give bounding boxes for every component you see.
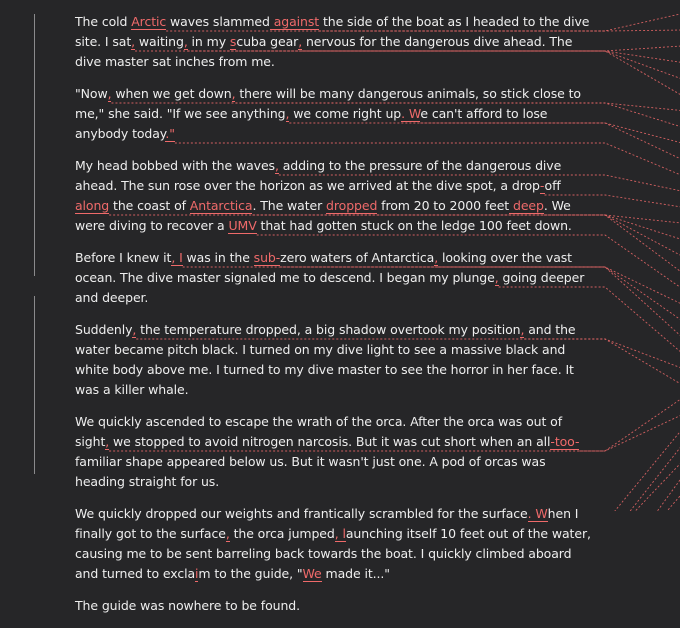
text-run: . The water [252, 198, 327, 213]
edit-mark[interactable]: , [105, 434, 110, 449]
edit-mark[interactable]: , [231, 86, 236, 101]
text-run: looking over the vast ocean. The dive master signaled me to descend. I began my plunge [75, 250, 576, 285]
text-run: e can't afford to lose anybody today [75, 106, 552, 141]
edit-mark[interactable]: . W [401, 106, 421, 121]
edit-mark[interactable]: , [107, 86, 112, 101]
document-body [75, 12, 597, 628]
edit-mark[interactable]: We [302, 566, 322, 581]
edit-mark[interactable]: , [225, 526, 230, 541]
edit-mark[interactable]: Arctic [131, 14, 167, 29]
text-run: we come right up [289, 106, 402, 121]
edit-mark[interactable]: UMV [228, 218, 257, 233]
edit-mark[interactable]: dropped [326, 198, 378, 213]
edit-mark[interactable]: , [285, 106, 290, 121]
text-run: waves slammed [166, 14, 270, 29]
edit-mark[interactable]: s [229, 34, 237, 49]
text-run: Suddenly [75, 322, 133, 337]
text-run: when we get down [111, 86, 232, 101]
edit-mark[interactable]: -too- [550, 434, 580, 449]
text-run: the side of the boat as I headed to the dive site. I sat [75, 14, 594, 49]
edit-mark[interactable]: against [269, 14, 320, 29]
paragraph [75, 248, 597, 308]
edit-mark[interactable]: , [298, 34, 303, 49]
edit-mark[interactable]: , [494, 270, 499, 285]
text-run: . We were diving to recover a [75, 198, 575, 233]
edit-mark[interactable]: Antarctica [189, 198, 253, 213]
edit-mark[interactable]: , [183, 34, 188, 49]
text-run: was in the [182, 250, 254, 265]
text-run: zero waters of Antarctica [280, 250, 435, 265]
text-run: "Now [75, 86, 108, 101]
text-run: off [544, 178, 565, 193]
edit-mark[interactable]: , [132, 322, 137, 337]
text-run: in my [187, 34, 230, 49]
text-run: My head bobbed with the waves [75, 158, 275, 173]
text-run: we stopped to avoid nitrogen narcosis. But it was cut short when an all [109, 434, 551, 449]
margin-bar-bottom [34, 296, 35, 474]
text-run: the coast of [109, 198, 190, 213]
text-run: waiting [135, 34, 184, 49]
margin-bar-top [34, 14, 35, 276]
paragraph [75, 156, 597, 236]
text-run: from 20 to 2000 feet [377, 198, 510, 213]
text-run: Before I knew it [75, 250, 172, 265]
text-run: and the water became pitch black. I turned on my dive light to see a massive black and white body above me. I turned to my dive master to see the horror in her face. It was a killer whale. [75, 322, 580, 397]
edit-mark[interactable]: along [75, 198, 110, 213]
edit-mark[interactable]: , I [171, 250, 183, 265]
edit-mark[interactable]: , [274, 158, 279, 173]
text-run: adding to the pressure of the dangerous dive ahead. The sun rose over the horizon as we arrived at the dive spot, a drop [75, 158, 566, 193]
text-run: m to the guide, " [198, 566, 303, 581]
edit-mark[interactable]: , [520, 322, 525, 337]
text-run: made it..." [321, 566, 390, 581]
text-run: familiar shape appeared below us. But it wasn't just one. A pod of orcas was heading straight for us. [75, 454, 550, 489]
edit-mark[interactable]: , l [334, 526, 346, 541]
text-run: the temperature dropped, a big shadow overtook my position [136, 322, 521, 337]
edit-mark[interactable]: - [539, 178, 545, 193]
edit-mark[interactable]: , [131, 34, 136, 49]
edit-mark[interactable]: i [195, 566, 199, 581]
text-run: nervous for the dangerous dive ahead. The dive master sat inches from me. [75, 34, 577, 69]
edit-mark[interactable]: sub- [253, 250, 281, 265]
text-run: The guide was nowhere to be found. [75, 598, 300, 613]
edit-mark[interactable]: , [434, 250, 439, 265]
paragraph [75, 412, 597, 492]
text-run: The cold [75, 14, 132, 29]
paragraph [75, 12, 597, 72]
text-run: We quickly ascended to escape the wrath of the orca. After the orca was out of sight [75, 414, 566, 449]
edit-mark[interactable]: ." [165, 126, 175, 141]
paragraph [75, 596, 597, 616]
text-run: there will be many dangerous animals, so stick close to me," she said. "If we see anything [75, 86, 585, 121]
text-run: aunching itself 10 feet out of the water, causing me to be sent barreling back towards the boat. I quickly climbed aboard and turned to excla [75, 526, 595, 581]
text-run: going deeper and deeper. [75, 270, 589, 305]
paragraph [75, 320, 597, 400]
text-run: cuba gear [236, 34, 299, 49]
edit-mark[interactable]: . W [527, 506, 548, 521]
edit-mark[interactable]: deep [509, 198, 544, 213]
paragraph [75, 504, 597, 584]
text-run: We quickly dropped our weights and frantically scrambled for the surface [75, 506, 528, 521]
text-run: that had gotten stuck on the ledge 100 feet down. [256, 218, 572, 233]
paragraph [75, 84, 597, 144]
text-run: hen I finally got to the surface [75, 506, 583, 541]
text-run: the orca jumped [229, 526, 335, 541]
